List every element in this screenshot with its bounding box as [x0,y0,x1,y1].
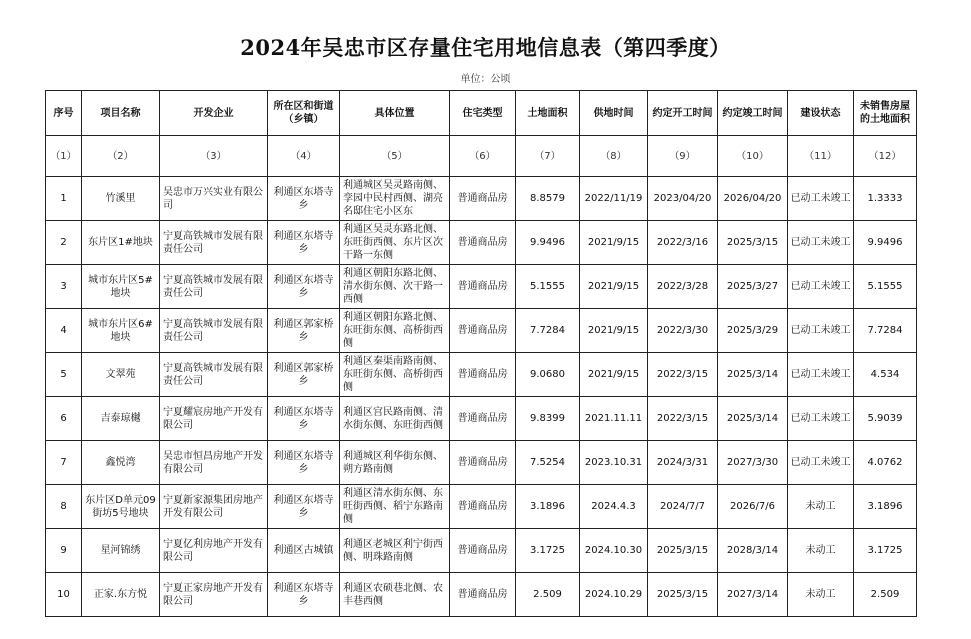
land-area-cell: 9.9496 [516,221,580,265]
unsold-land-area-cell: 4.0762 [854,441,917,485]
location-cell: 利通区宫民路南侧、清水街东侧、东旺街西侧 [340,397,450,441]
supply-date-cell: 2021/9/15 [580,221,648,265]
row-number-cell: 7 [46,441,82,485]
housing-type-cell: 普通商品房 [450,529,516,573]
location-cell: 利通区清水街东侧、东旺街西侧、稻宁东路南侧 [340,485,450,529]
header-cell: 项目名称 [82,91,160,136]
table-row [46,397,917,441]
district-street-cell: 利通区东塔寺乡 [268,265,340,309]
construction-status-cell: 已动工未竣工 [788,397,854,441]
construction-status-cell: 已动工未竣工 [788,221,854,265]
row-number-cell: 5 [46,353,82,397]
project-name-cell: 城市东片区6#地块 [82,309,160,353]
project-name-cell: 鑫悦湾 [82,441,160,485]
district-street-cell: 利通区东塔寺乡 [268,441,340,485]
index-cell: （5） [340,136,450,177]
project-name-cell: 正家.东方悦 [82,573,160,617]
completion-date-cell: 2025/3/14 [718,397,788,441]
district-street-cell: 利通区东塔寺乡 [268,177,340,221]
completion-date-cell: 2027/3/30 [718,441,788,485]
header-cell: 开发企业 [160,91,268,136]
index-cell: （10） [718,136,788,177]
table-row [46,353,917,397]
supply-date-cell: 2021/9/15 [580,309,648,353]
housing-type-cell: 普通商品房 [450,353,516,397]
start-date-cell: 2022/3/30 [648,309,718,353]
developer-cell: 宁夏耀宸房地产开发有限公司 [160,397,268,441]
developer-cell: 宁夏正家房地产开发有限公司 [160,573,268,617]
project-name-cell: 东片区D单元09街坊5号地块 [82,485,160,529]
index-cell: （2） [82,136,160,177]
supply-date-cell: 2021/9/15 [580,265,648,309]
location-cell: 利通城区利华街东侧、朔方路南侧 [340,441,450,485]
project-name-cell: 文翠苑 [82,353,160,397]
construction-status-cell: 已动工未竣工 [788,177,854,221]
supply-date-cell: 2024.10.30 [580,529,648,573]
location-cell: 利通区朝阳东路北侧、清水街东侧、次干路一西侧 [340,265,450,309]
index-cell: （6） [450,136,516,177]
unsold-land-area-cell: 9.9496 [854,221,917,265]
land-area-cell: 8.8579 [516,177,580,221]
supply-date-cell: 2021/9/15 [580,353,648,397]
start-date-cell: 2025/3/15 [648,529,718,573]
row-number-cell: 2 [46,221,82,265]
supply-date-cell: 2024.10.29 [580,573,648,617]
location-cell: 利通区吴灵东路北侧、东旺街西侧、东片区次干路一东侧 [340,221,450,265]
housing-type-cell: 普通商品房 [450,573,516,617]
developer-cell: 宁夏亿利房地产开发有限公司 [160,529,268,573]
completion-date-cell: 2027/3/14 [718,573,788,617]
header-cell: 未销售房屋的土地面积 [854,91,917,136]
district-street-cell: 利通区东塔寺乡 [268,573,340,617]
construction-status-cell: 已动工未竣工 [788,353,854,397]
row-number-cell: 10 [46,573,82,617]
completion-date-cell: 2026/7/6 [718,485,788,529]
index-cell: （7） [516,136,580,177]
developer-cell: 宁夏高铁城市发展有限责任公司 [160,353,268,397]
land-area-cell: 3.1896 [516,485,580,529]
district-street-cell: 利通区东塔寺乡 [268,397,340,441]
start-date-cell: 2022/3/15 [648,397,718,441]
table-row [46,309,917,353]
land-area-cell: 9.0680 [516,353,580,397]
start-date-cell: 2024/3/31 [648,441,718,485]
unsold-land-area-cell: 5.1555 [854,265,917,309]
header-cell: 土地面积 [516,91,580,136]
project-name-cell: 吉泰琼樾 [82,397,160,441]
housing-type-cell: 普通商品房 [450,221,516,265]
header-cell: 建设状态 [788,91,854,136]
developer-cell: 吴忠市万兴实业有限公司 [160,177,268,221]
developer-cell: 宁夏高铁城市发展有限责任公司 [160,309,268,353]
row-number-cell: 9 [46,529,82,573]
location-cell: 利通区老城区利宁街西侧、明珠路南侧 [340,529,450,573]
district-street-cell: 利通区东塔寺乡 [268,221,340,265]
table-row [46,177,917,221]
completion-date-cell: 2025/3/15 [718,221,788,265]
construction-status-cell: 未动工 [788,485,854,529]
row-number-cell: 3 [46,265,82,309]
land-area-cell: 7.5254 [516,441,580,485]
row-number-cell: 1 [46,177,82,221]
housing-type-cell: 普通商品房 [450,177,516,221]
supply-date-cell: 2022/11/19 [580,177,648,221]
completion-date-cell: 2025/3/29 [718,309,788,353]
developer-cell: 宁夏高铁城市发展有限责任公司 [160,265,268,309]
table-row [46,529,917,573]
housing-type-cell: 普通商品房 [450,441,516,485]
district-street-cell: 利通区东塔寺乡 [268,485,340,529]
completion-date-cell: 2028/3/14 [718,529,788,573]
construction-status-cell: 已动工未竣工 [788,309,854,353]
construction-status-cell: 已动工未竣工 [788,441,854,485]
supply-date-cell: 2021.11.11 [580,397,648,441]
row-number-cell: 6 [46,397,82,441]
header-cell: 序号 [46,91,82,136]
land-area-cell: 7.7284 [516,309,580,353]
start-date-cell: 2022/3/16 [648,221,718,265]
construction-status-cell: 未动工 [788,529,854,573]
supply-date-cell: 2023.10.31 [580,441,648,485]
start-date-cell: 2024/7/7 [648,485,718,529]
location-cell: 利通城区吴灵路南侧、孪园中民村西侧、湖亮名邸住宅小区东 [340,177,450,221]
unsold-land-area-cell: 2.509 [854,573,917,617]
index-cell: （8） [580,136,648,177]
location-cell: 利通区朝阳东路北侧、东旺街东侧、高桥街西侧 [340,309,450,353]
district-street-cell: 利通区郭家桥乡 [268,309,340,353]
table-row [46,573,917,617]
table-row [46,441,917,485]
index-cell: （11） [788,136,854,177]
land-area-cell: 2.509 [516,573,580,617]
header-cell: 约定竣工时间 [718,91,788,136]
unsold-land-area-cell: 7.7284 [854,309,917,353]
housing-type-cell: 普通商品房 [450,397,516,441]
housing-type-cell: 普通商品房 [450,265,516,309]
unsold-land-area-cell: 5.9039 [854,397,917,441]
land-area-cell: 3.1725 [516,529,580,573]
unsold-land-area-cell: 4.534 [854,353,917,397]
start-date-cell: 2022/3/15 [648,353,718,397]
unsold-land-area-cell: 1.3333 [854,177,917,221]
header-cell: 住宅类型 [450,91,516,136]
project-name-cell: 城市东片区5#地块 [82,265,160,309]
location-cell: 利通区农硕巷北侧、农丰巷西侧 [340,573,450,617]
district-street-cell: 利通区古城镇 [268,529,340,573]
index-cell: （3） [160,136,268,177]
index-cell: （12） [854,136,917,177]
completion-date-cell: 2025/3/14 [718,353,788,397]
header-cell: 供地时间 [580,91,648,136]
index-cell: （4） [268,136,340,177]
table-row [46,265,917,309]
row-number-cell: 4 [46,309,82,353]
start-date-cell: 2022/3/28 [648,265,718,309]
index-row [46,136,917,177]
project-name-cell: 星河锦绣 [82,529,160,573]
completion-date-cell: 2025/3/27 [718,265,788,309]
unsold-land-area-cell: 3.1725 [854,529,917,573]
header-cell: 具体位置 [340,91,450,136]
unsold-land-area-cell: 3.1896 [854,485,917,529]
location-cell: 利通区秦渠南路南侧、东旺街东侧、高桥街西侧 [340,353,450,397]
project-name-cell: 东片区1#地块 [82,221,160,265]
housing-type-cell: 普通商品房 [450,309,516,353]
housing-type-cell: 普通商品房 [450,485,516,529]
land-area-cell: 9.8399 [516,397,580,441]
land-info-table [45,90,917,617]
header-row [46,91,917,136]
start-date-cell: 2025/3/15 [648,573,718,617]
header-cell: 约定开工时间 [648,91,718,136]
header-cell: 所在区和街道（乡镇） [268,91,340,136]
land-area-cell: 5.1555 [516,265,580,309]
developer-cell: 宁夏新家源集团房地产开发有限公司 [160,485,268,529]
project-name-cell: 竹溪里 [82,177,160,221]
supply-date-cell: 2024.4.3 [580,485,648,529]
page-title: 2024年吴忠市区存量住宅用地信息表（第四季度） [240,35,731,60]
index-cell: （9） [648,136,718,177]
developer-cell: 宁夏高铁城市发展有限责任公司 [160,221,268,265]
construction-status-cell: 未动工 [788,573,854,617]
developer-cell: 吴忠市恒昌房地产开发有限公司 [160,441,268,485]
index-cell: （1） [46,136,82,177]
table-row [46,485,917,529]
start-date-cell: 2023/04/20 [648,177,718,221]
table-row [46,221,917,265]
table-body [46,177,917,617]
row-number-cell: 8 [46,485,82,529]
district-street-cell: 利通区郭家桥乡 [268,353,340,397]
construction-status-cell: 已动工未竣工 [788,265,854,309]
unit-label: 单位：公顷 [460,74,511,85]
completion-date-cell: 2026/04/20 [718,177,788,221]
